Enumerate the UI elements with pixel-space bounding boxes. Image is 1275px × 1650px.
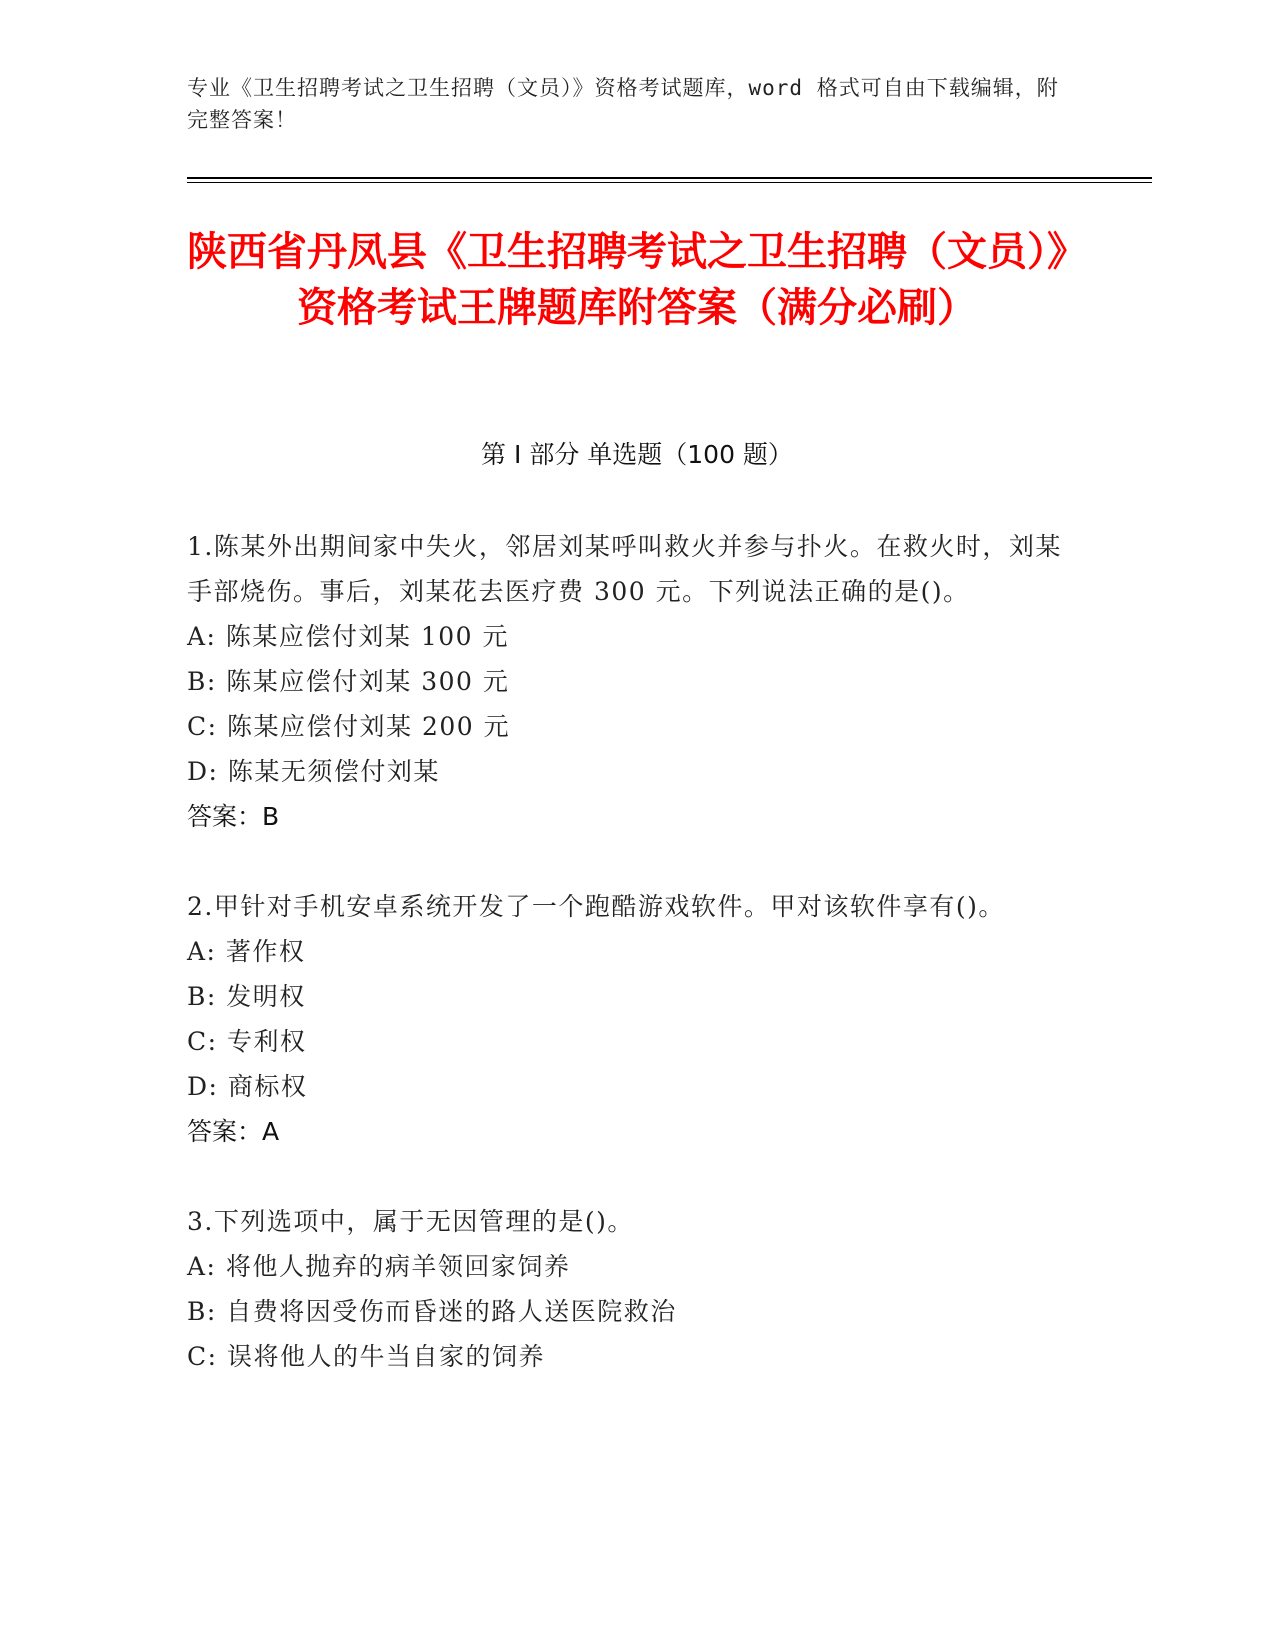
answer: 答案：B xyxy=(187,802,280,831)
answer: 答案：A xyxy=(187,1117,280,1146)
question-stem: 3.下列选项中，属于无因管理的是()。 xyxy=(187,1207,634,1236)
header-divider-thin xyxy=(187,182,1152,183)
option-c: C: 误将他人的牛当自家的饲养 xyxy=(187,1342,545,1371)
question-list xyxy=(187,524,1067,1424)
option-d: D: 陈某无须偿付刘某 xyxy=(187,757,440,786)
header-note: 专业《卫生招聘考试之卫生招聘（文员）》资格考试题库，word 格式可自由下载编辑，附完整答案！ xyxy=(187,76,1059,132)
option-b: B: 发明权 xyxy=(187,982,306,1011)
question-1 xyxy=(187,524,1067,839)
section-heading: 第 I 部分 单选题（100 题） xyxy=(481,440,793,469)
option-c: C: 陈某应偿付刘某 200 元 xyxy=(187,712,511,741)
option-c: C: 专利权 xyxy=(187,1027,307,1056)
question-stem: 1.陈某外出期间家中失火，邻居刘某呼叫救火并参与扑火。在救火时，刘某手部烧伤。事后，刘某花去医疗费 300 元。下列说法正确的是()。 xyxy=(187,532,1062,606)
option-b: B: 自费将因受伤而昏迷的路人送医院救治 xyxy=(187,1297,677,1326)
option-a: A: 陈某应偿付刘某 100 元 xyxy=(187,622,510,651)
question-stem: 2.甲针对手机安卓系统开发了一个跑酷游戏软件。甲对该软件享有()。 xyxy=(187,892,1005,921)
option-a: A: 著作权 xyxy=(187,937,306,966)
question-3 xyxy=(187,1199,1067,1379)
header-divider xyxy=(187,177,1152,179)
document-title: 陕西省丹凤县《卫生招聘考试之卫生招聘（文员）》资格考试王牌题库附答案（满分必刷） xyxy=(187,229,1087,331)
question-2 xyxy=(187,884,1067,1154)
option-a: A: 将他人抛弃的病羊领回家饲养 xyxy=(187,1252,571,1281)
option-b: B: 陈某应偿付刘某 300 元 xyxy=(187,667,510,696)
option-d: D: 商标权 xyxy=(187,1072,308,1101)
